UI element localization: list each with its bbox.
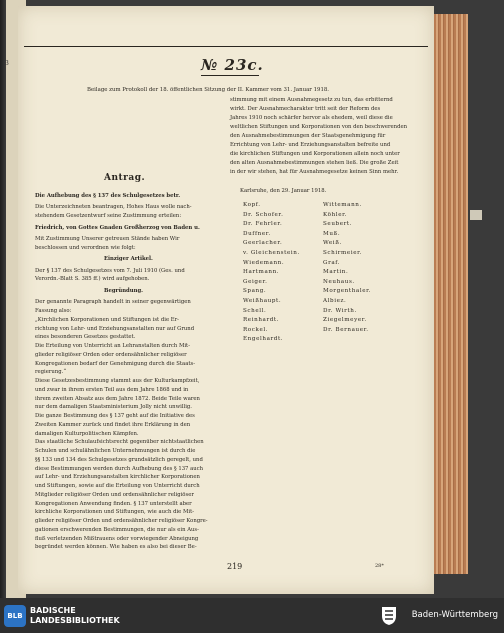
left-column-line: §§ 133 und 134 des Schulgesetzes grundsätzlich geregelt, und xyxy=(35,456,203,463)
library-name-line2: LANDESBIBLIOTHEK xyxy=(30,616,120,625)
signer-name: Dr. Fehrler. xyxy=(243,221,283,228)
signer-name: Weiß. xyxy=(323,240,342,247)
signer-name: Duffner. xyxy=(243,230,271,237)
left-column-line: Das staatliche Schulaufsichtsrecht gegenüber nichtstaatlichen xyxy=(35,439,204,446)
left-column-line: regierung.“ xyxy=(35,369,67,376)
signer-name: Muß. xyxy=(323,230,341,237)
place-date: Karlsruhe, den 29. Januar 1918. xyxy=(240,188,327,194)
signer-name: Spang. xyxy=(243,288,267,295)
left-column-line: Einziger Artikel. xyxy=(104,256,153,263)
right-column-line: weltlichen Stiftungen und Korporationen von den beschwerenden xyxy=(230,124,408,130)
right-column-line: stimmung mit einem Ausnahmegesetz zu tun, das erbitternd xyxy=(230,97,393,103)
left-column-line: diese Bestimmungen werden durch Aufhebung des § 137 auch xyxy=(35,465,204,472)
right-column-line: in der wir stehen, hat für Ausnahmegesetze keinen Sinn mehr. xyxy=(230,169,399,175)
left-column-line: Mit Zustimmung Unserer getreuen Stände haben Wir xyxy=(35,235,180,242)
left-column-line: auf Lehr- und Erziehungsanstalten kirchlicher Korporationen xyxy=(35,474,200,481)
heft-underline xyxy=(201,75,259,76)
left-column-line: glieder religiöser Orden oder ordensähnlicher religiöser xyxy=(35,351,187,358)
left-column-line: Die Unterzeichneten beantragen, Hohes Haus wolle nach- xyxy=(35,204,192,211)
signer-name: Graf. xyxy=(323,259,341,266)
right-column-line: Jahres 1910 noch schärfer hervor als ehedem, weil diese die xyxy=(230,115,393,121)
left-column-line: beschlossen und verordnen wie folgt: xyxy=(35,244,136,251)
left-column-line: und Stiftungen, sowie auf die Erteilung von Unterricht durch xyxy=(35,483,200,490)
state-name[interactable]: Baden-Württemberg xyxy=(411,610,498,620)
signer-name: Weißhaupt. xyxy=(243,298,282,304)
beilage-line: Beilage zum Protokoll der 18. öffentlichen Sitzung der II. Kammer vom 31. Januar 1918. xyxy=(87,87,330,93)
right-column-line: den Ausnahmebestimmungen der Staatsgenehmigung für xyxy=(230,133,386,139)
signer-name: Dr. Bernauer. xyxy=(323,326,369,333)
signer-name: Albiez. xyxy=(323,298,347,304)
right-column-line: die kirchlichen Stiftungen und Korporationen allein noch unter xyxy=(230,151,400,157)
right-column-line: wirkt. Der Ausnahmecharakter tritt seit der Reform des xyxy=(230,106,381,112)
signer-name: Geerlacher. xyxy=(243,240,283,247)
left-column-line: Schulen und schulähnlichen Unternehmungen ist durch die xyxy=(35,448,196,455)
left-column-line: Der genannte Paragraph handelt in seiner gegenwärtigen xyxy=(35,299,191,306)
left-column-line: Kongregationen Anwendung finden. § 137 unterstellt aber xyxy=(35,500,192,507)
signer-name: Martin. xyxy=(323,269,349,276)
left-column-line: Begründung. xyxy=(104,288,143,295)
left-column-line: Mitglieder religiöser Orden und ordensähnlicher religiöser xyxy=(35,491,194,498)
page-edges xyxy=(434,14,468,574)
signer-name: Geiger. xyxy=(243,278,268,285)
left-column-line: Fassung also: xyxy=(35,308,72,315)
left-column-line: Diese Gesetzesbestimmung stammt aus der Kulturkampfzeit, xyxy=(35,378,200,385)
signer-name: Kopf. xyxy=(243,202,261,208)
signer-name: Seubert. xyxy=(323,221,353,228)
signer-name: Dr. Wirth. xyxy=(323,307,357,314)
signer-name: Rockel. xyxy=(243,326,269,333)
left-column-line: begründet werden können. Wie haben es also bei dieser Be- xyxy=(35,544,197,551)
left-column-line: Antrag. xyxy=(104,173,146,183)
signer-name: Ziegelmeyer. xyxy=(323,317,367,324)
right-column-line: Errichtung von Lehr- und Erziehungsanstalten befreite und xyxy=(230,142,391,148)
signer-name: Köhler. xyxy=(323,211,348,218)
header-rule xyxy=(24,46,428,47)
signer-name: Wiedemann. xyxy=(243,259,285,266)
left-column-line: Zweiten Kammer zurück und findet ihre Erklärung in den xyxy=(35,421,191,428)
left-column-line: stehendem Gesetzentwurf seine Zustimmung erteilen: xyxy=(35,212,182,219)
left-column-line: Kongregationen bedarf der Genehmigung durch die Staats- xyxy=(35,360,196,367)
signer-name: Schirmeier. xyxy=(323,250,363,256)
library-name[interactable] xyxy=(30,606,120,626)
left-column-line: gationen erschwerenden Bestimmungen, die nur als ein Aus- xyxy=(35,526,199,533)
left-column-line: richtung von Lehr- und Erziehungsanstalten nur auf Grund xyxy=(35,325,195,332)
signer-name: Dr. Schofer. xyxy=(243,211,284,218)
bookmark-tab xyxy=(470,210,482,220)
left-column-line: Die Erteilung von Unterricht an Lehranstalten durch Mit- xyxy=(35,343,190,350)
left-column-line: Friedrich, von Gottes Gnaden Großherzog von Baden u. xyxy=(35,224,200,231)
signer-name: Reinhardt. xyxy=(243,317,280,324)
state-crest-icon xyxy=(380,604,398,626)
signer-name: Schell. xyxy=(243,307,267,314)
left-column-line: ihrem zweiten Absatz aus dem Jahre 1872. Beide Teile waren xyxy=(35,395,200,402)
left-column-line: „Kirchlichen Korporationen und Stiftungen ist die Er- xyxy=(35,316,179,323)
left-column-line: Die ganze Bestimmung des § 137 geht auf die Initiative des xyxy=(35,413,195,420)
heft-number: № 23c. xyxy=(201,56,264,74)
left-column-line: Der § 137 des Schulgesetzes vom 7. Juli 1910 (Ges. und xyxy=(35,267,185,274)
signer-name: Hartmann. xyxy=(243,269,280,276)
signer-name: Morgenthaler. xyxy=(323,288,372,295)
library-name-line1: BADISCHE xyxy=(30,606,76,615)
left-column-line: kirchliche Korporationen und Stiftungen, wie auch die Mit- xyxy=(35,509,195,516)
left-column-line: und zwar in ihrem ersten Teil aus dem Jahre 1868 und in xyxy=(35,386,189,393)
signer-name: Wittemann. xyxy=(323,202,362,208)
left-column-line: glieder religiöser Orden und ordensähnlicher religiöser Kongre- xyxy=(35,518,208,525)
signer-name: Neuhaus. xyxy=(323,278,355,285)
signature-mark: 28* xyxy=(375,563,384,569)
left-column-line: Die Aufhebung des § 137 des Schulgesetzes betr. xyxy=(35,193,181,199)
left-column-line: eines besonderen Gesetzes gestattet. xyxy=(35,334,136,341)
left-column-line: fluß verletzenden Mißtrauens oder vorwiegender Abneigung xyxy=(35,535,199,542)
page-number: 219 xyxy=(227,562,243,571)
signer-name: v. Gleichenstein. xyxy=(243,250,300,256)
blb-logo[interactable]: BLB xyxy=(4,605,26,627)
document-page xyxy=(18,6,434,594)
left-column-line: nur dem damaligen Staatsministerium Jolly nicht unwillig. xyxy=(35,404,192,411)
previous-page-number: 3 xyxy=(5,60,9,67)
left-column-line: damaligen Kulturpolitischen Kämpfen. xyxy=(35,430,139,437)
right-column-line: den alten Ausnahmebestimmungen stehen ließ. Die große Zeit xyxy=(230,160,399,166)
left-column-line: Verordn.-Blatt S. 385 ff.) wird aufgehoben. xyxy=(35,276,150,283)
signer-name: Engelhardt. xyxy=(243,336,284,343)
